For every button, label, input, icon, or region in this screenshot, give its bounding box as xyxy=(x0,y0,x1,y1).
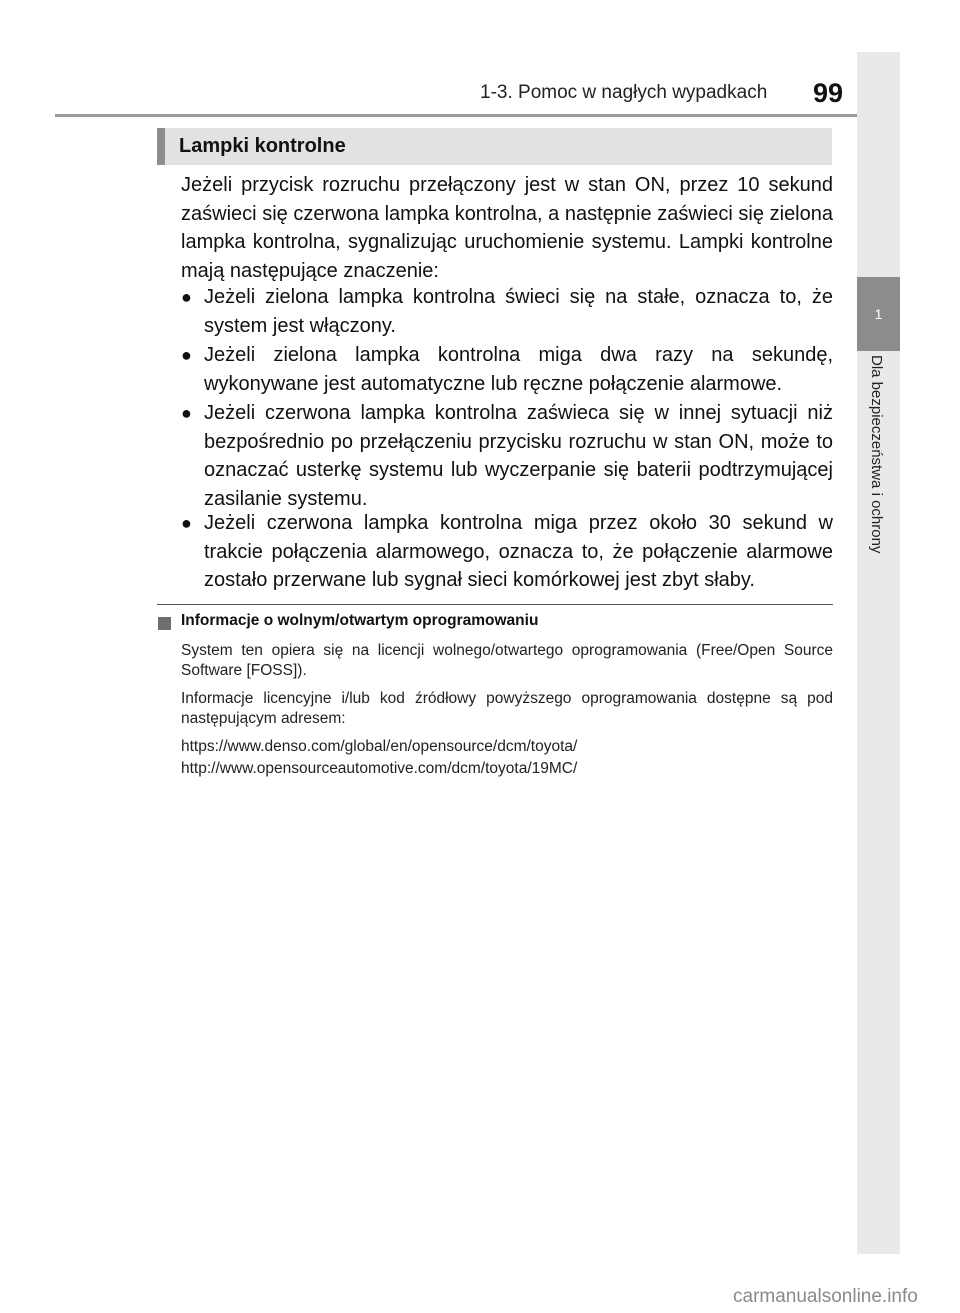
bullet-text: Jeżeli czerwona lampka kontrolna zaświeca się w innej sytuacji niż bezpośrednio po przełączeniu przycisku rozruchu w stan ON, może to oznaczać usterkę systemu lub wyczerpanie się baterii podtrzymującej zasilanie systemu. xyxy=(204,402,833,511)
info-paragraph: System ten opiera się na licencji wolnego/otwartego oprogramowania (Free/Open Source Software [FOSS]). xyxy=(181,642,833,679)
info-title: Informacje o wolnym/otwartym oprogramowaniu xyxy=(181,612,539,629)
page-number: 99 xyxy=(813,78,844,108)
bullet-text: Jeżeli zielona lampka kontrolna miga dwa razy na sekundę, wykonywane jest automatyczne lub ręczne połączenie alarmowe. xyxy=(204,344,833,395)
watermark: carmanualsonline.info xyxy=(733,1286,918,1307)
running-header: 1-3. Pomoc w nagłych wypadkach xyxy=(480,82,768,103)
info-paragraph: Informacje licencyjne i/lub kod źródłowy powyższego oprogramowania dostępne są pod następującym adresem: xyxy=(181,690,833,727)
chapter-number: 1 xyxy=(874,306,883,322)
intro-paragraph: Jeżeli przycisk rozruchu przełączony jest w stan ON, przez 10 sekund zaświeci się czerwona lampka kontrolna, a następnie zaświeci się zielona lampka kontrolna, sygnalizując uruchomienie systemu. Lampki kontrolne mają następujące znaczenie: xyxy=(181,174,833,283)
list-item xyxy=(181,509,833,595)
bullet-icon: ● xyxy=(181,345,192,365)
bullet-icon: ● xyxy=(181,403,192,423)
bullet-text: Jeżeli czerwona lampka kontrolna miga przez około 30 sekund w trakcie połączenia alarmowego, oznacza to, że połączenie alarmowe zostało przerwane lub sygnał sieci komórkowej jest zbyt słaby. xyxy=(204,512,833,592)
section-heading-box xyxy=(157,128,832,165)
list-item xyxy=(181,283,833,340)
info-url: https://www.denso.com/global/en/opensource/dcm/toyota/ xyxy=(181,738,578,755)
bullet-icon: ● xyxy=(181,513,192,533)
info-url: http://www.opensourceautomotive.com/dcm/toyota/19MC/ xyxy=(181,760,578,777)
section-title: Lampki kontrolne xyxy=(179,135,346,157)
list-item xyxy=(181,399,833,514)
chapter-tab xyxy=(857,277,900,351)
header-divider xyxy=(55,114,900,117)
side-strip xyxy=(857,52,900,1254)
section-divider xyxy=(157,604,833,605)
bullet-icon: ● xyxy=(181,287,192,307)
square-marker-icon xyxy=(158,617,171,630)
bullet-text: Jeżeli zielona lampka kontrolna świeci się na stałe, oznacza to, że system jest włączony. xyxy=(204,286,833,337)
chapter-label: Dla bezpieczeństwa i ochrony xyxy=(868,355,885,554)
list-item xyxy=(181,341,833,398)
